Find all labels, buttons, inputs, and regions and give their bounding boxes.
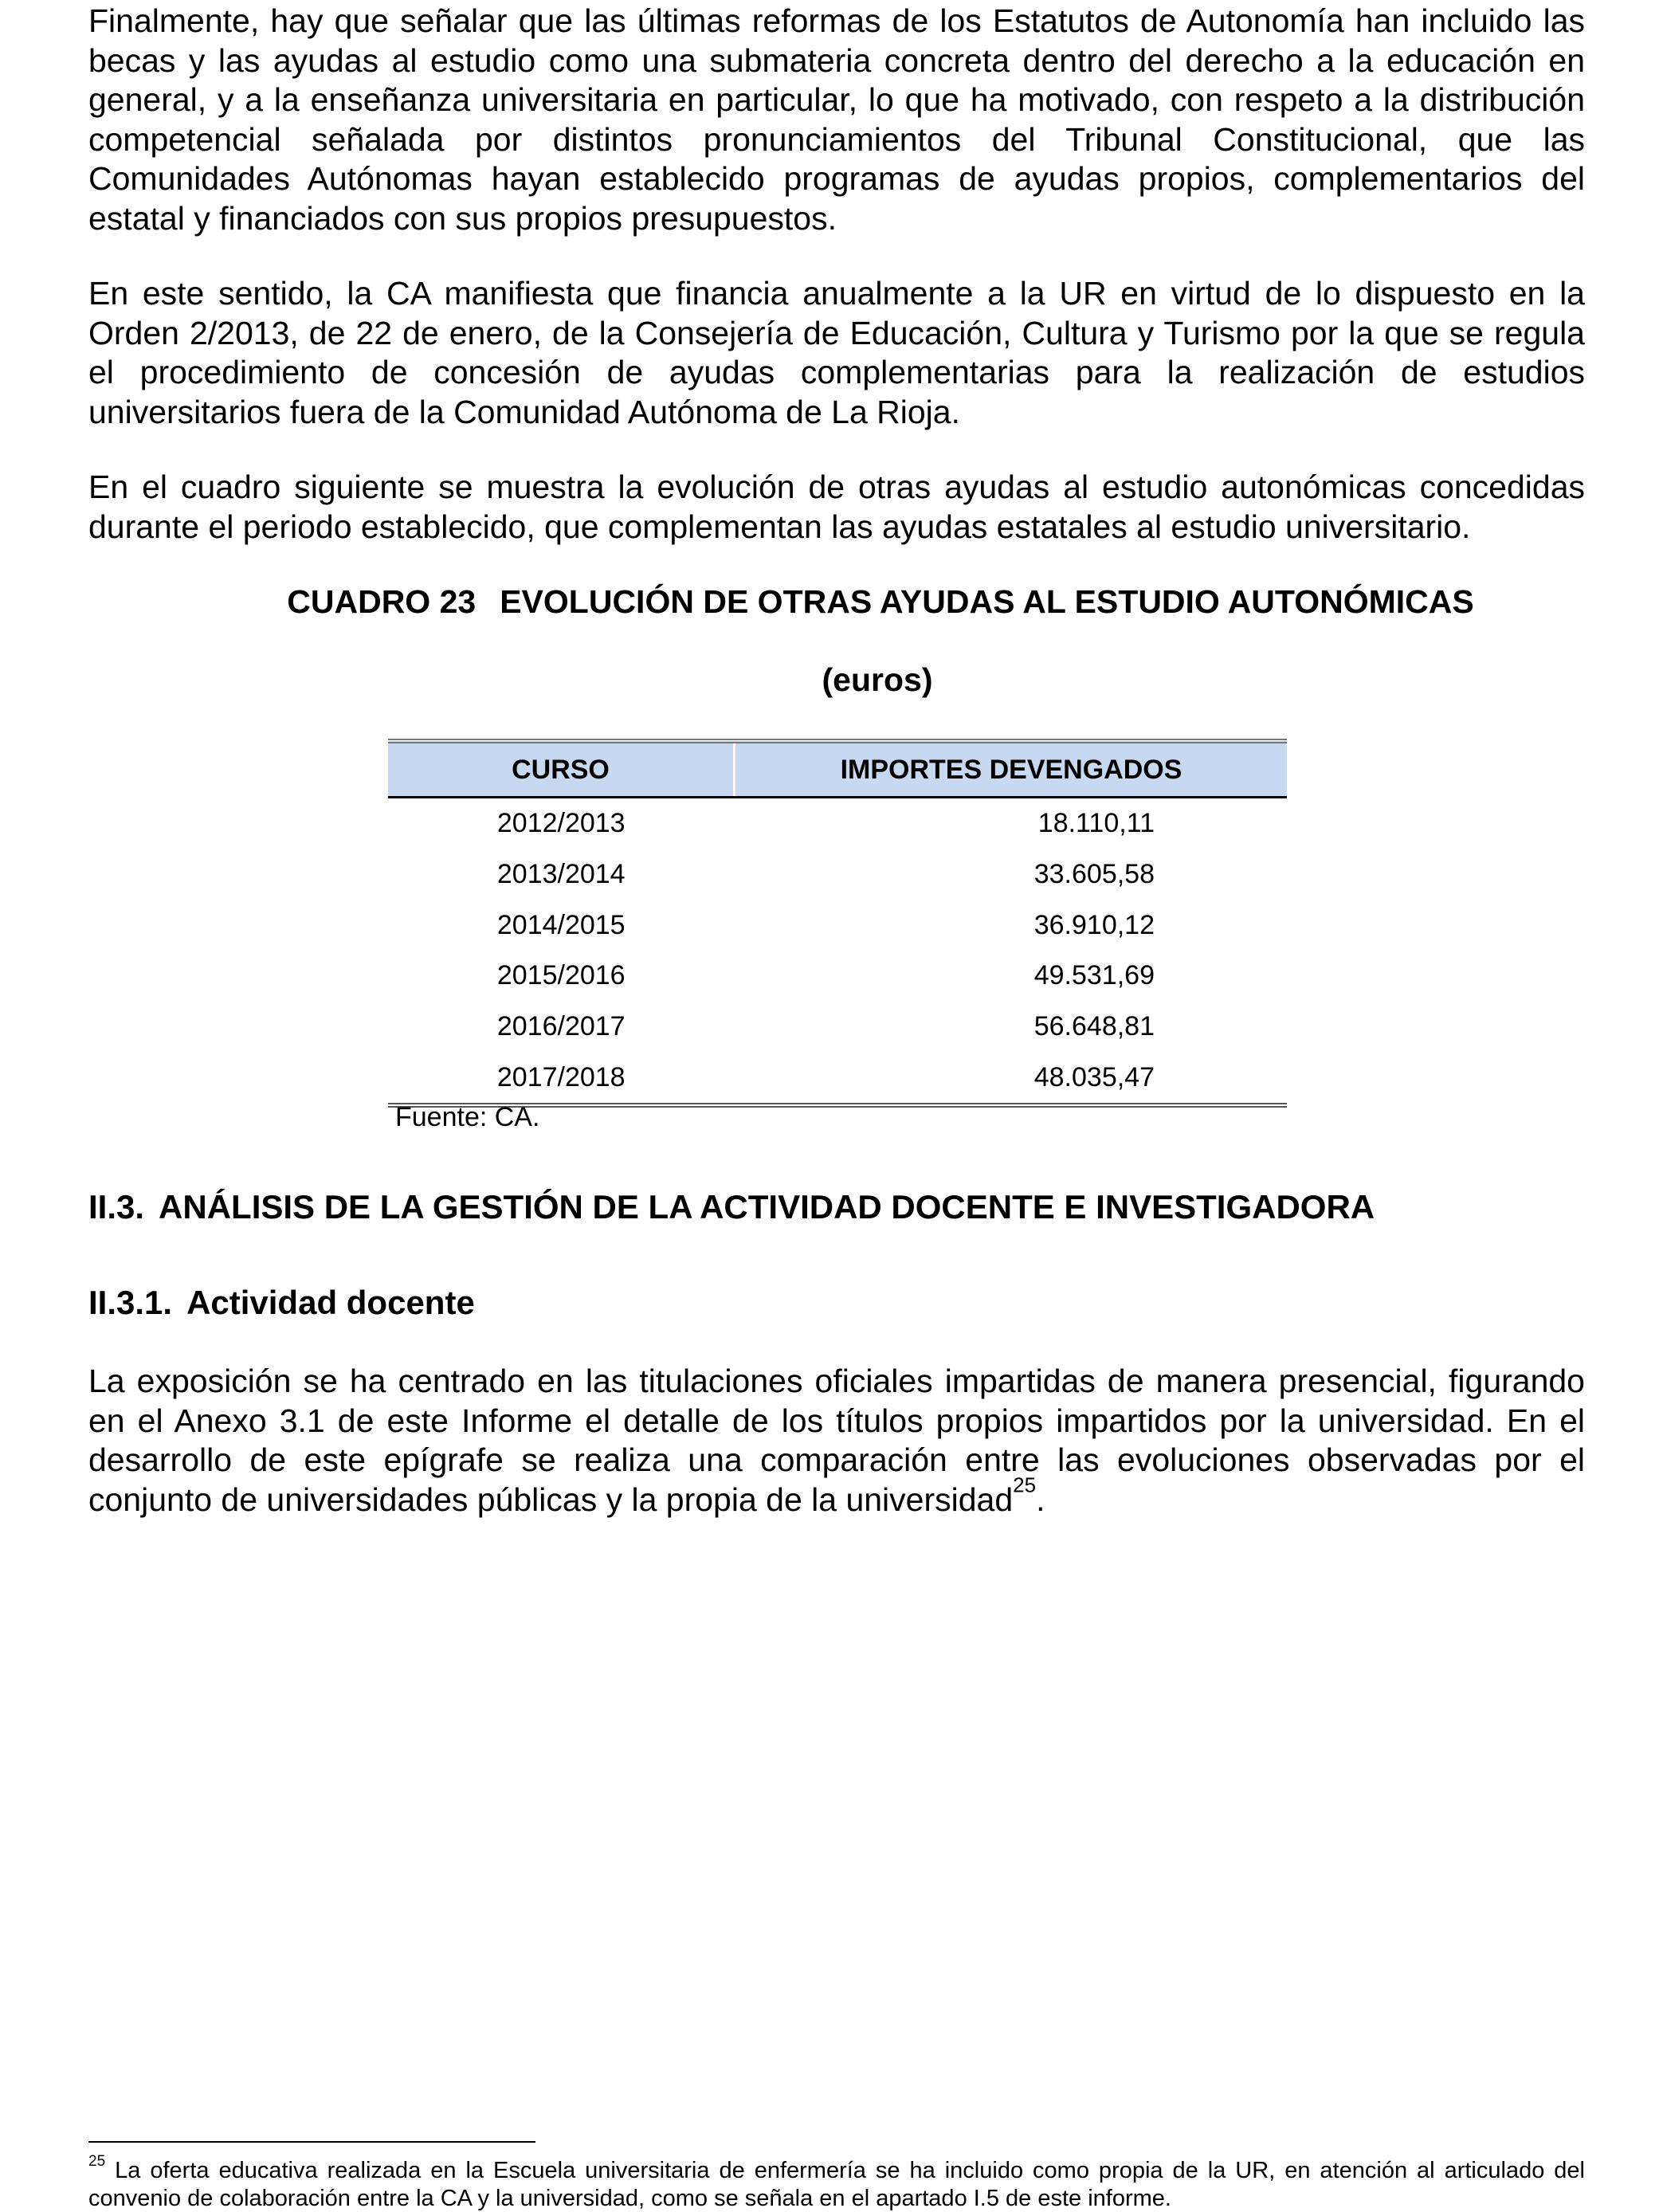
table-title bbox=[88, 582, 1645, 622]
cell-curso: 2015/2016 bbox=[496, 960, 626, 991]
footnote-number: 25 bbox=[88, 2152, 106, 2170]
table-header-row bbox=[388, 741, 1287, 798]
table-row bbox=[388, 900, 1287, 951]
cell-curso: 2014/2015 bbox=[496, 909, 626, 940]
paragraph-text: La exposición se ha centrado en las titulaciones oficiales impartidas de manera presencial, figurando en el Anexo 3.1 de este Informe el detalle de los títulos propios impartidos por la universidad. En el desarrollo de este epígrafe se realiza una comparación entre las evoluciones observadas por el conjunto de universidades públicas y la propia de la universidad bbox=[88, 1363, 1585, 1518]
paragraph-end: . bbox=[1036, 1481, 1045, 1518]
table-row bbox=[388, 798, 1287, 849]
cell-importe: 33.605,58 bbox=[1033, 859, 1155, 890]
table-title-text: EVOLUCIÓN DE OTRAS AYUDAS AL ESTUDIO AUTONÓMICAS bbox=[500, 583, 1474, 620]
paragraph-actividad-docente bbox=[88, 1362, 1585, 1520]
subsection-heading bbox=[88, 1283, 475, 1323]
cell-importe: 56.648,81 bbox=[1033, 1011, 1155, 1042]
header-importes: IMPORTES DEVENGADOS bbox=[735, 741, 1288, 798]
cell-curso: 2017/2018 bbox=[388, 1052, 735, 1105]
section-number: II.3. bbox=[88, 1188, 145, 1226]
footnote bbox=[88, 2152, 1586, 2212]
footnote-reference[interactable]: 25 bbox=[1013, 1473, 1037, 1497]
paragraph-cuadro-intro: En el cuadro siguiente se muestra la evolución de otras ayudas al estudio autonómicas concedidas durante el periodo establecido, que complementan las ayudas estatales al estudio universitario. bbox=[88, 469, 1585, 545]
table-row bbox=[388, 1052, 1287, 1105]
table-number: CUADRO 23 bbox=[287, 583, 477, 620]
cell-importe: 18.110,11 bbox=[1037, 808, 1155, 839]
cell-importe: 36.910,12 bbox=[1033, 909, 1155, 940]
ayudas-table bbox=[388, 739, 1287, 1108]
section-heading bbox=[88, 1187, 1375, 1227]
footnote-text: La oferta educativa realizada en la Escuela universitaria de enfermería se ha incluido como propia de la UR, en atención al articulado del convenio de colaboración entre la CA y la universidad, como se señala en el apartado I.5 de este informe. bbox=[88, 2158, 1586, 2211]
table-row bbox=[388, 849, 1287, 900]
cell-curso: 2016/2017 bbox=[496, 1011, 626, 1042]
table-row bbox=[388, 1002, 1287, 1053]
paragraph-orden: En este sentido, la CA manifiesta que financia anualmente a la UR en virtud de lo dispuesto en la Orden 2/2013, de 22 de enero, de la Consejería de Educación, Cultura y Turismo por la que se regula el procedimiento de concesión de ayudas complementarias para la realización de estudios universitarios fuera de la Comunidad Autónoma de La Rioja. bbox=[88, 275, 1585, 430]
table-units: (euros) bbox=[822, 661, 933, 698]
cell-curso: 2012/2013 bbox=[496, 808, 626, 839]
header-curso: CURSO bbox=[388, 741, 735, 798]
cell-importe: 48.035,47 bbox=[735, 1052, 1288, 1105]
footnote-separator bbox=[88, 2141, 535, 2143]
section-title: ANÁLISIS DE LA GESTIÓN DE LA ACTIVIDAD DOCENTE E INVESTIGADORA bbox=[159, 1188, 1375, 1226]
table-source: Fuente: CA. bbox=[395, 1102, 540, 1132]
cell-importe: 49.531,69 bbox=[1033, 960, 1155, 991]
paragraph-estatutos: Finalmente, hay que señalar que las últimas reformas de los Estatutos de Autonomía han incluido las becas y las ayudas al estudio como una submateria concreta dentro del derecho a la educación en general, y a la enseñanza universitaria en particular, lo que ha motivado, con respeto a la distribución competencial señalada por distintos pronunciamientos del Tribunal Constitucional, que las Comunidades Autónomas hayan establecido programas de ayudas propios, complementarios del estatal y financiados con sus propios presupuestos. bbox=[88, 2, 1585, 237]
cell-curso: 2013/2014 bbox=[496, 859, 626, 890]
subsection-number: II.3.1. bbox=[88, 1284, 173, 1321]
table-row bbox=[388, 951, 1287, 1002]
subsection-title: Actividad docente bbox=[186, 1284, 475, 1321]
